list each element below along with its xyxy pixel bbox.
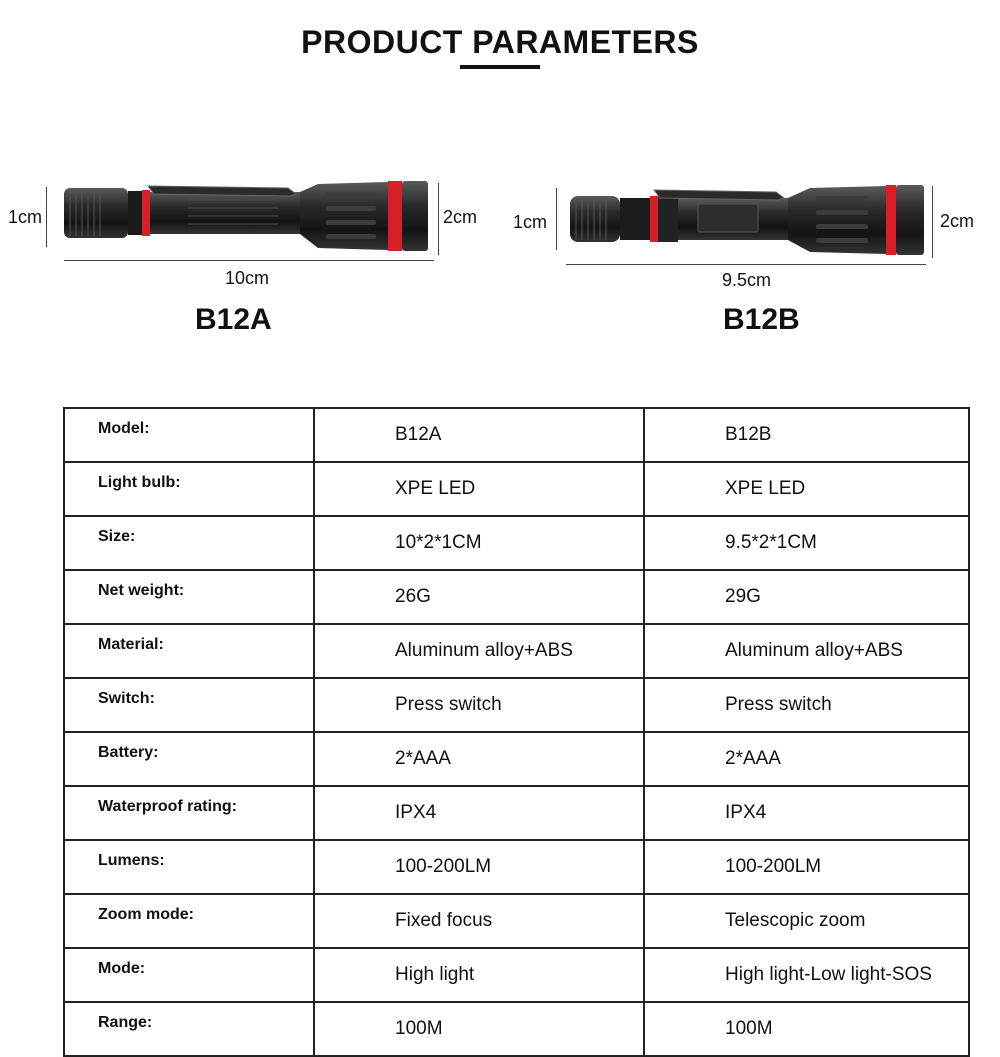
title-underline bbox=[460, 65, 540, 69]
spec-label: Battery: bbox=[64, 732, 314, 786]
spec-label: Zoom mode: bbox=[64, 894, 314, 948]
product-b-small-dim: 1cm bbox=[513, 212, 548, 232]
table-row bbox=[64, 678, 969, 732]
product-b-large-dim: 2cm bbox=[940, 211, 975, 231]
spec-value-b12a: B12A bbox=[314, 408, 644, 462]
spec-value-b12a: IPX4 bbox=[314, 786, 644, 840]
flashlight-b12a-image bbox=[58, 178, 438, 254]
spec-value-b12a: 100-200LM bbox=[314, 840, 644, 894]
product-b-name: B12B bbox=[723, 303, 800, 336]
spec-value-b12b: 100-200LM bbox=[644, 840, 969, 894]
table-row bbox=[64, 462, 969, 516]
spec-value-b12a: 26G bbox=[314, 570, 644, 624]
table-row bbox=[64, 894, 969, 948]
spec-value-b12a: 100M bbox=[314, 1002, 644, 1056]
product-a-large-dim: 2cm bbox=[443, 207, 478, 227]
spec-label: Switch: bbox=[64, 678, 314, 732]
spec-value-b12b: 9.5*2*1CM bbox=[644, 516, 969, 570]
spec-value-b12a: Fixed focus bbox=[314, 894, 644, 948]
spec-value-b12a: 2*AAA bbox=[314, 732, 644, 786]
spec-value-b12a: XPE LED bbox=[314, 462, 644, 516]
product-a-name: B12A bbox=[195, 303, 272, 336]
spec-value-b12b: Aluminum alloy+ABS bbox=[644, 624, 969, 678]
product-a-length-line bbox=[64, 260, 434, 261]
product-b-length: 9.5cm bbox=[722, 270, 772, 290]
table-row bbox=[64, 408, 969, 462]
spec-value-b12b: 2*AAA bbox=[644, 732, 969, 786]
spec-label: Light bulb: bbox=[64, 462, 314, 516]
table-row bbox=[64, 732, 969, 786]
spec-label: Lumens: bbox=[64, 840, 314, 894]
table-row bbox=[64, 570, 969, 624]
spec-label: Model: bbox=[64, 408, 314, 462]
spec-value-b12b: High light-Low light-SOS bbox=[644, 948, 969, 1002]
spec-value-b12b: IPX4 bbox=[644, 786, 969, 840]
spec-value-b12a: High light bbox=[314, 948, 644, 1002]
product-b-length-line bbox=[566, 264, 926, 265]
table-row bbox=[64, 624, 969, 678]
spec-label: Net weight: bbox=[64, 570, 314, 624]
spec-value-b12b: Telescopic zoom bbox=[644, 894, 969, 948]
flashlight-b12b-image bbox=[566, 180, 928, 260]
spec-value-b12a: 10*2*1CM bbox=[314, 516, 644, 570]
spec-label: Size: bbox=[64, 516, 314, 570]
product-b-small-dim-line bbox=[556, 188, 557, 250]
product-a-large-dim-line bbox=[438, 183, 439, 255]
spec-value-b12a: Aluminum alloy+ABS bbox=[314, 624, 644, 678]
table-row bbox=[64, 948, 969, 1002]
spec-label: Material: bbox=[64, 624, 314, 678]
spec-value-b12b: 100M bbox=[644, 1002, 969, 1056]
product-a-small-dim: 1cm bbox=[8, 207, 43, 227]
spec-label: Mode: bbox=[64, 948, 314, 1002]
page-title: PRODUCT PARAMETERS bbox=[301, 24, 699, 60]
spec-table bbox=[63, 407, 970, 1057]
spec-value-b12b: B12B bbox=[644, 408, 969, 462]
product-a-small-dim-line bbox=[46, 187, 47, 247]
spec-value-b12b: XPE LED bbox=[644, 462, 969, 516]
spec-table-body bbox=[64, 408, 969, 1056]
table-row bbox=[64, 1002, 969, 1056]
table-row bbox=[64, 516, 969, 570]
spec-label: Waterproof rating: bbox=[64, 786, 314, 840]
product-a-length: 10cm bbox=[225, 268, 270, 288]
table-row bbox=[64, 840, 969, 894]
spec-label: Range: bbox=[64, 1002, 314, 1056]
spec-value-b12a: Press switch bbox=[314, 678, 644, 732]
spec-value-b12b: 29G bbox=[644, 570, 969, 624]
spec-value-b12b: Press switch bbox=[644, 678, 969, 732]
table-row bbox=[64, 786, 969, 840]
product-b-large-dim-line bbox=[932, 186, 933, 258]
